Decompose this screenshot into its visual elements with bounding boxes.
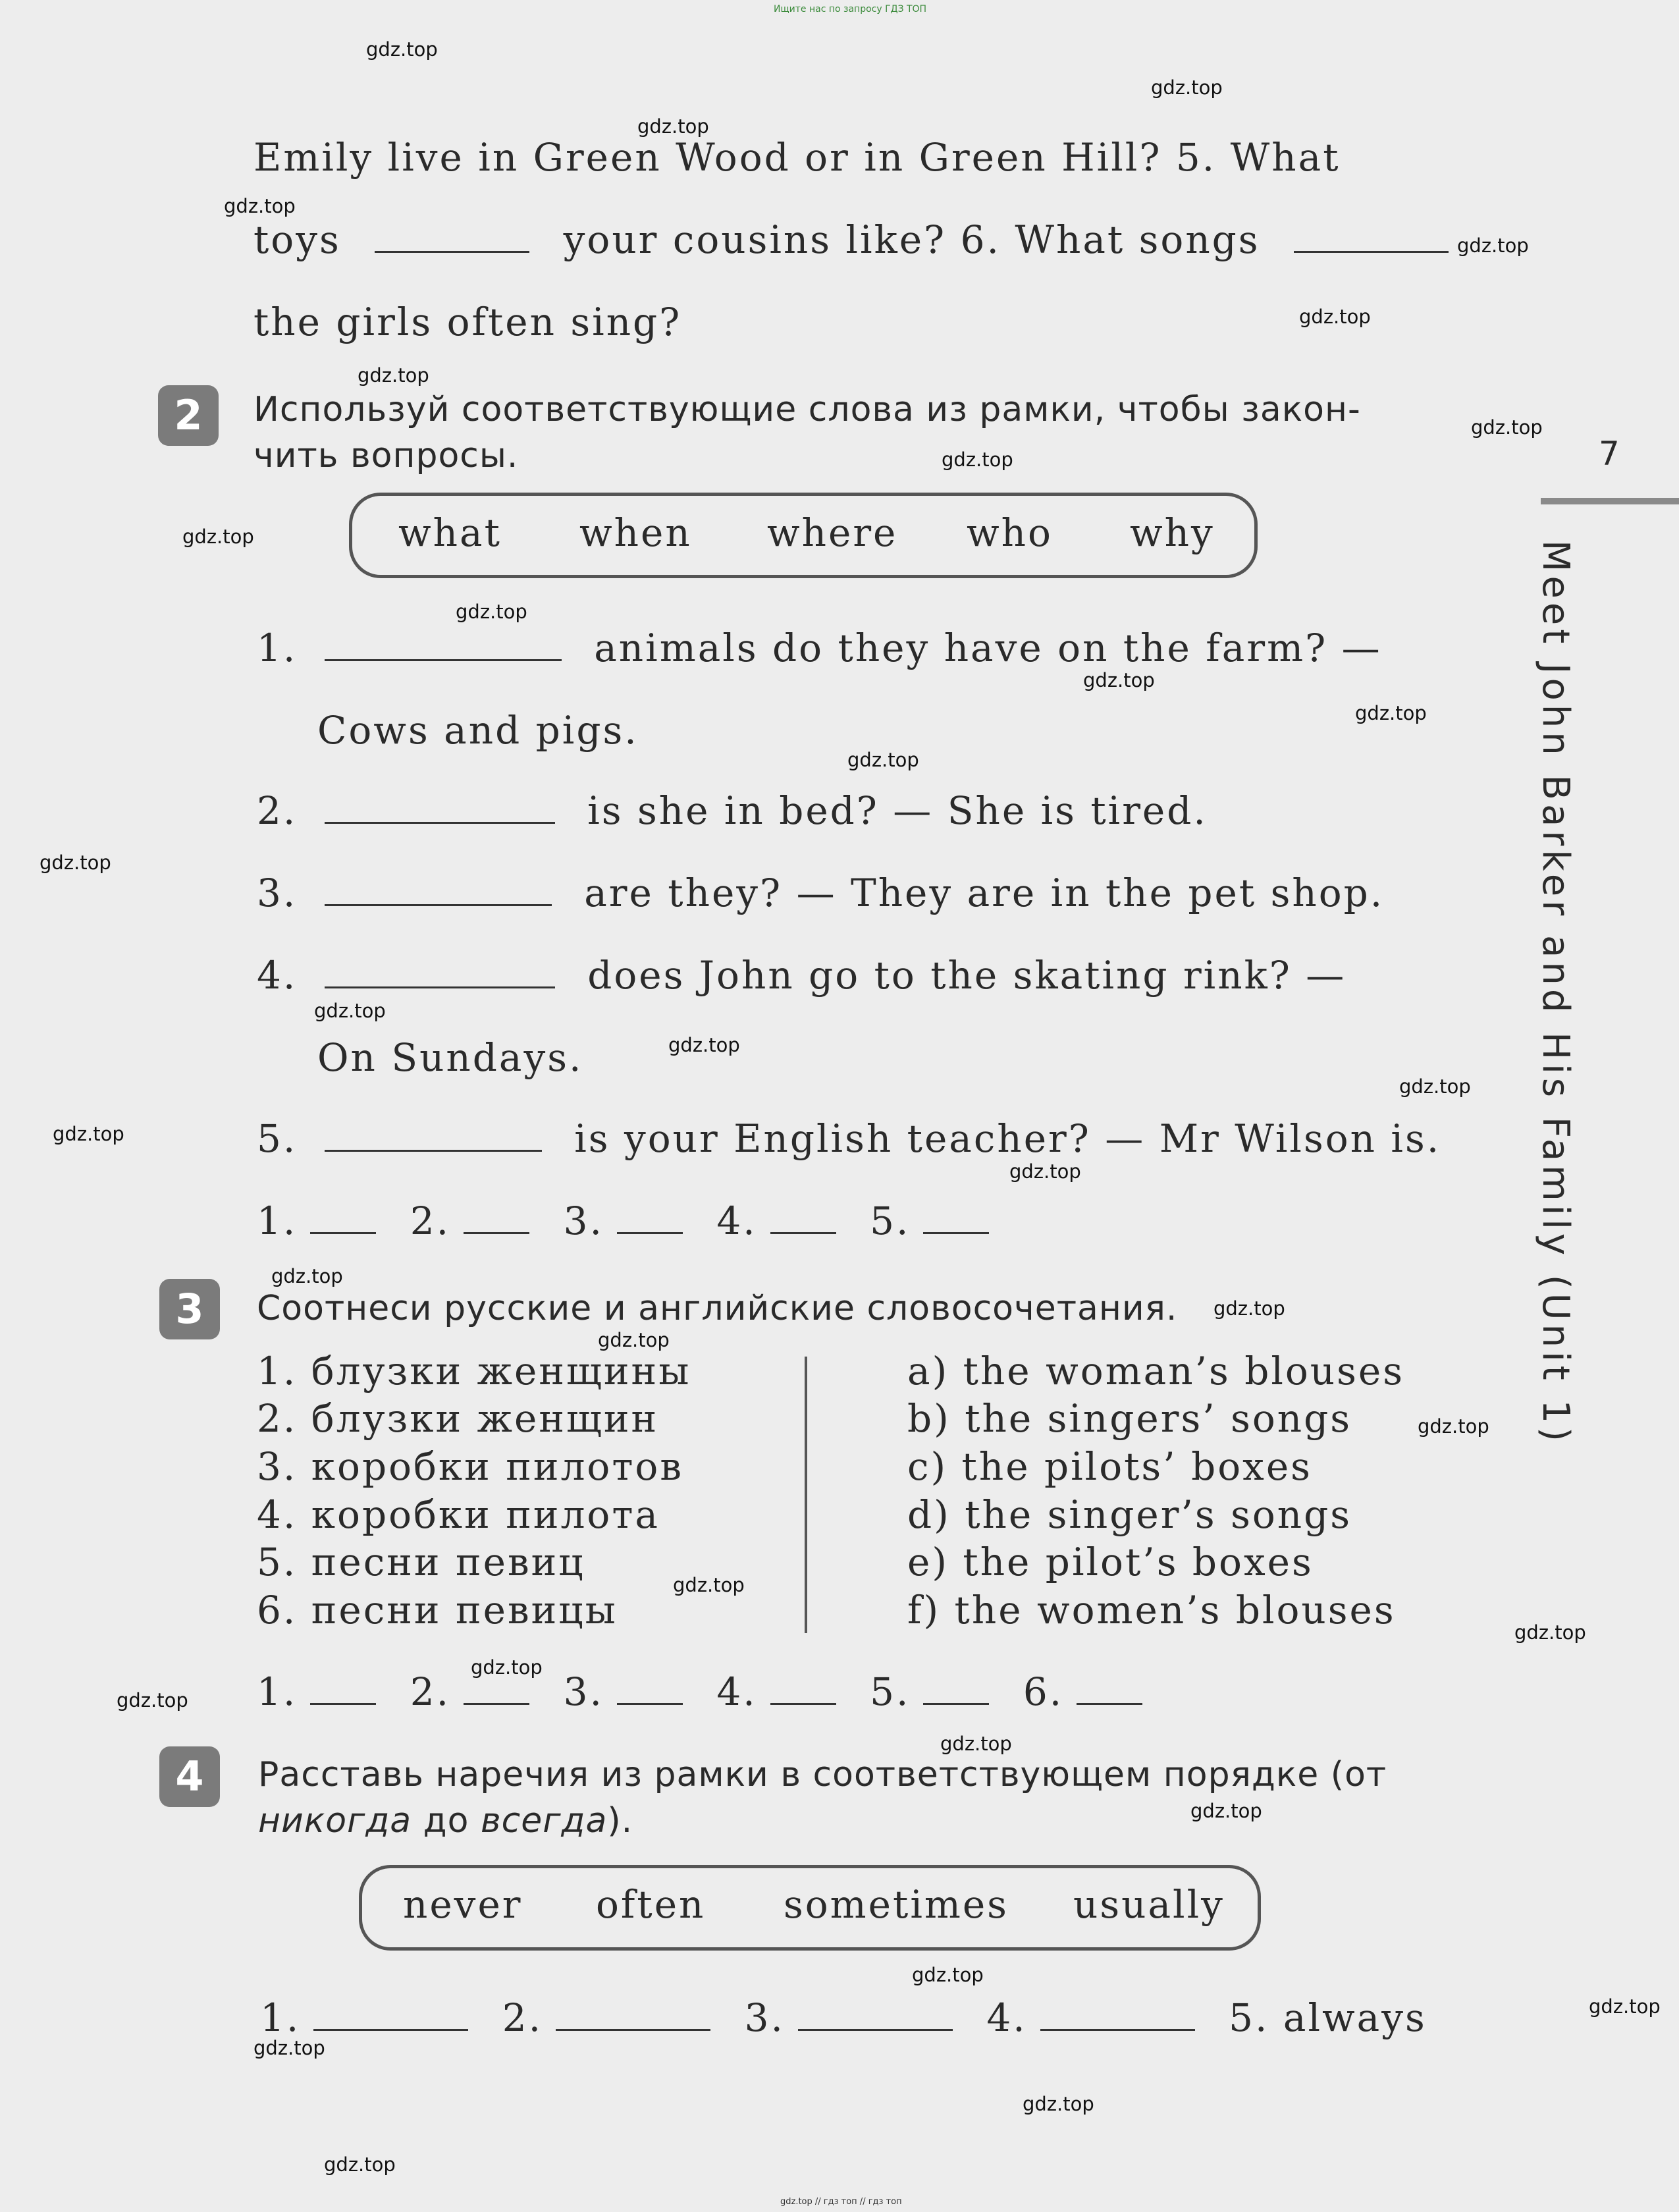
item-text: is your English teacher? — Mr Wilson is. [574, 1116, 1441, 1161]
answer-blank[interactable] [375, 225, 529, 253]
task-2-item-4-cont: On Sundays. [317, 1035, 583, 1080]
watermark: gdz.top [53, 1123, 124, 1145]
item-number: 2. [257, 788, 298, 833]
task-3-answers [257, 1669, 1142, 1714]
watermark: gdz.top [224, 195, 296, 217]
task-3-left-2: 2. блузки женщин [257, 1396, 659, 1441]
watermark: gdz.top [182, 526, 254, 548]
answer-label: 3. [563, 1669, 604, 1714]
answer-blank[interactable] [617, 1677, 683, 1705]
answer-label: 2. [410, 1199, 451, 1243]
task-3-right-e: e) the pilot’s boxes [907, 1540, 1314, 1584]
instruction-text: до [412, 1801, 481, 1841]
margin-divider [1541, 498, 1679, 504]
item-text: does John go to the skating rink? — [587, 953, 1346, 998]
watermark: gdz.top [324, 2153, 396, 2176]
watermark: gdz.top [271, 1265, 343, 1287]
intro-line-2 [253, 217, 1449, 262]
answer-label-last: 5. always [1229, 1995, 1427, 2040]
answer-blank[interactable] [310, 1677, 376, 1705]
word-never-ru: никогда [258, 1801, 412, 1841]
answer-label: 3. [563, 1199, 604, 1243]
answer-blank[interactable] [923, 1206, 989, 1234]
word-when: when [579, 510, 692, 555]
task-3-left-1: 1. блузки женщины [257, 1349, 691, 1393]
task-2-instruction-1: Используй соответствующие слова из рамки, чтобы закон- [253, 390, 1361, 429]
answer-label: 6. [1023, 1669, 1064, 1714]
watermark: gdz.top [673, 1574, 745, 1596]
watermark: gdz.top [117, 1689, 188, 1712]
word-never: never [403, 1882, 523, 1927]
watermark: gdz.top [1299, 306, 1371, 328]
watermark: gdz.top [942, 448, 1013, 471]
word-always-ru: всегда [480, 1801, 608, 1841]
task-3-right-a: a) the woman’s blouses [907, 1349, 1405, 1393]
answer-blank[interactable] [325, 878, 552, 906]
task-4-answers [260, 1995, 1427, 2040]
answer-blank[interactable] [325, 1123, 542, 1152]
watermark: gdz.top [358, 364, 429, 387]
item-number: 1. [257, 626, 298, 670]
task-4-instruction-1: Расставь наречия из рамки в соответствующем порядке (от [258, 1755, 1387, 1794]
task-3-right-b: b) the singers’ songs [907, 1396, 1352, 1441]
task-3-instruction: Соотнеси русские и английские словосочетания. [257, 1289, 1178, 1328]
task-2-item-2 [257, 788, 1208, 833]
answer-blank[interactable] [556, 2003, 710, 2031]
header-note: Ищите нас по запросу ГДЗ ТОП [774, 4, 927, 14]
answer-label: 5. [870, 1669, 911, 1714]
word-where: where [767, 510, 898, 555]
answer-blank[interactable] [325, 796, 555, 824]
answer-blank[interactable] [310, 1206, 376, 1234]
watermark: gdz.top [1418, 1415, 1489, 1438]
watermark: gdz.top [1009, 1160, 1081, 1183]
task-4-instruction-2 [258, 1801, 633, 1841]
watermark: gdz.top [668, 1034, 740, 1056]
task-3-left-4: 4. коробки пилота [257, 1492, 660, 1537]
footer-note: gdz.top // гдз топ // гдз топ [780, 2197, 902, 2207]
word-who: who [967, 510, 1053, 555]
task-2-item-1-cont: Cows and pigs. [317, 708, 639, 753]
intro-line-1: Emily live in Green Wood or in Green Hill? 5. What [253, 135, 1341, 180]
watermark: gdz.top [637, 115, 709, 138]
task-2-instruction-2: чить вопросы. [253, 436, 519, 475]
watermark: gdz.top [1457, 234, 1529, 257]
item-text: animals do they have on the farm? — [594, 626, 1382, 670]
answer-label: 1. [257, 1199, 298, 1243]
answer-blank[interactable] [313, 2003, 468, 2031]
watermark: gdz.top [847, 749, 919, 771]
intro-line-2a: toys [253, 217, 341, 262]
watermark: gdz.top [40, 851, 111, 874]
watermark: gdz.top [1083, 669, 1155, 691]
watermark: gdz.top [471, 1656, 543, 1679]
watermark: gdz.top [1151, 76, 1223, 99]
task-2-item-3 [257, 871, 1384, 915]
word-often: often [596, 1882, 706, 1927]
answer-blank[interactable] [325, 960, 555, 988]
answer-blank[interactable] [770, 1206, 836, 1234]
task-3-right-f: f) the women’s blouses [907, 1588, 1396, 1632]
watermark: gdz.top [1589, 1995, 1661, 2018]
watermark: gdz.top [456, 601, 527, 623]
task-2-item-1 [257, 626, 1382, 670]
answer-label: 1. [257, 1669, 298, 1714]
watermark: gdz.top [598, 1329, 670, 1351]
side-title: Meet John Barker and His Family (Unit 1) [1534, 540, 1577, 1445]
answer-label: 2. [502, 1995, 543, 2040]
answer-blank[interactable] [325, 633, 562, 661]
item-number: 3. [257, 871, 298, 915]
item-number: 4. [257, 953, 298, 998]
task-3-left-5: 5. песни певиц [257, 1540, 585, 1584]
answer-blank[interactable] [464, 1677, 529, 1705]
watermark: gdz.top [1023, 2093, 1094, 2115]
task-2-badge: 2 [158, 385, 219, 446]
answer-label: 1. [260, 1995, 301, 2040]
task-2-item-5 [257, 1116, 1441, 1161]
word-why: why [1130, 510, 1215, 555]
answer-blank[interactable] [1077, 1677, 1142, 1705]
answer-label: 2. [410, 1669, 451, 1714]
answer-blank[interactable] [798, 2003, 953, 2031]
watermark: gdz.top [314, 1000, 386, 1022]
task-3-right-c: c) the pilots’ boxes [907, 1444, 1312, 1489]
watermark: gdz.top [366, 38, 438, 61]
watermark: gdz.top [940, 1733, 1012, 1755]
intro-line-2b: your cousins like? 6. What songs [563, 217, 1260, 262]
watermark: gdz.top [1190, 1800, 1262, 1822]
watermark: gdz.top [912, 1964, 984, 1986]
answer-blank[interactable] [1294, 225, 1449, 253]
task-3-left-3: 3. коробки пилотов [257, 1444, 683, 1489]
word-sometimes: sometimes [784, 1882, 1009, 1927]
answer-blank[interactable] [464, 1206, 529, 1234]
watermark: gdz.top [253, 2037, 325, 2059]
answer-label: 4. [716, 1199, 757, 1243]
instruction-text: ). [607, 1801, 633, 1841]
watermark: gdz.top [1213, 1297, 1285, 1320]
task-4-badge: 4 [159, 1746, 220, 1807]
intro-line-3: the girls often sing? [253, 300, 682, 344]
answer-blank[interactable] [770, 1677, 836, 1705]
task-3-left-6: 6. песни певицы [257, 1588, 618, 1632]
word-usually: usually [1073, 1882, 1225, 1927]
watermark: gdz.top [1399, 1075, 1471, 1098]
watermark: gdz.top [1471, 416, 1543, 439]
task-2-answers [257, 1199, 989, 1243]
answer-label: 5. [870, 1199, 911, 1243]
item-number: 5. [257, 1116, 298, 1161]
task-3-right-d: d) the singer’s songs [907, 1492, 1352, 1537]
answer-label: 4. [716, 1669, 757, 1714]
item-text: are they? — They are in the pet shop. [584, 871, 1385, 915]
answer-blank[interactable] [1040, 2003, 1195, 2031]
item-text: is she in bed? — She is tired. [587, 788, 1208, 833]
task-2-item-4 [257, 953, 1346, 998]
answer-label: 3. [744, 1995, 785, 2040]
answer-label: 4. [986, 1995, 1027, 2040]
answer-blank[interactable] [923, 1677, 989, 1705]
watermark: gdz.top [1514, 1621, 1586, 1644]
match-divider [805, 1357, 807, 1633]
answer-blank[interactable] [617, 1206, 683, 1234]
word-what: what [398, 510, 502, 555]
watermark: gdz.top [1355, 702, 1427, 724]
task-3-badge: 3 [159, 1279, 220, 1339]
page-number: 7 [1599, 435, 1620, 473]
